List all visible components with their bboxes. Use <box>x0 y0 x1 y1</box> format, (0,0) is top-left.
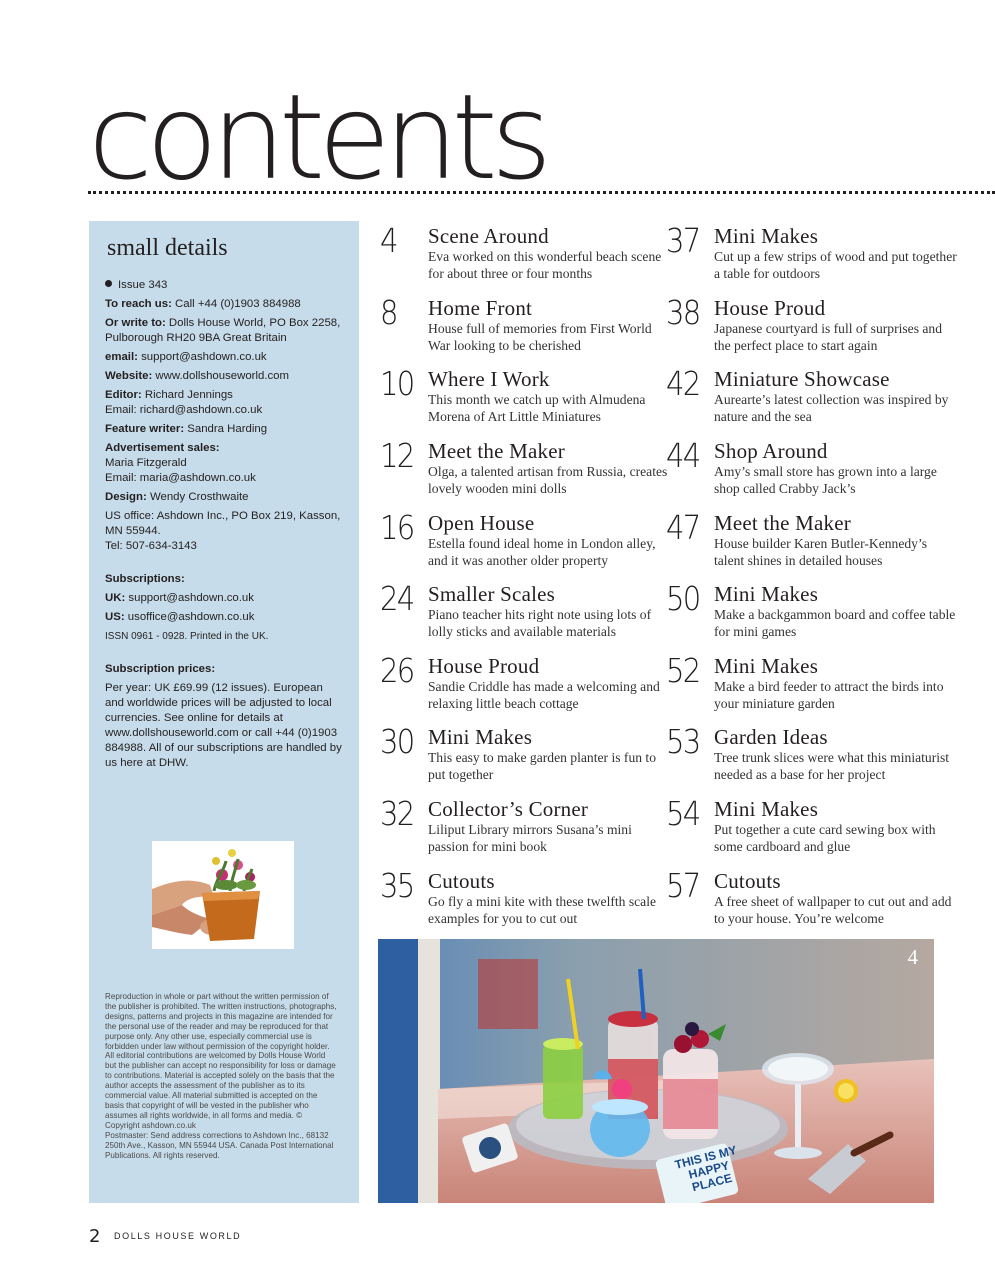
toc-page-number: 8 <box>380 293 397 332</box>
bullet-icon <box>105 280 112 287</box>
editor-value: Richard Jennings <box>141 389 233 401</box>
toc-description: Estella found ideal home in London alley, and it was another older property <box>428 536 656 568</box>
toc-page-number: 54 <box>666 794 700 833</box>
toc-title: Cutouts <box>714 869 781 893</box>
legal-notice <box>105 992 337 1160</box>
issue-line <box>105 278 343 293</box>
adsales-email: Email: maria@ashdown.co.uk <box>105 472 256 484</box>
toc-description: Put together a cute card sewing box with some cardboard and glue <box>714 822 936 854</box>
toc-description: Go fly a mini kite with these twelfth scale examples for you to cut out <box>428 894 657 926</box>
subscriptions-heading <box>105 572 343 587</box>
toc-description: A free sheet of wallpaper to cut out and add to your house. You’re welcome <box>714 894 952 926</box>
contact-email <box>105 350 343 365</box>
toc-title: Meet the Maker <box>428 439 565 463</box>
toc-title: Home Front <box>428 296 533 320</box>
page-number: 2 <box>89 1226 101 1247</box>
toc-title: Cutouts <box>428 869 495 893</box>
toc-title: Garden Ideas <box>714 725 828 749</box>
us-office <box>105 509 343 554</box>
toc-description: Sandie Criddle has made a welcoming and relaxing little beach cottage <box>428 679 660 711</box>
toc-page-number: 50 <box>666 579 700 618</box>
toc-page-number: 24 <box>380 579 414 618</box>
dotted-divider <box>88 191 995 194</box>
toc-page-number: 16 <box>380 508 414 547</box>
toc-page-number: 47 <box>666 508 700 547</box>
email-label: email: <box>105 351 138 363</box>
toc-page-number: 42 <box>666 364 700 403</box>
toc-title: Mini Makes <box>714 797 819 821</box>
sign-text: THIS IS MY HAPPY PLACE <box>673 1142 739 1195</box>
toc-description: House builder Karen Butler-Kennedy’s talent shines in detailed houses <box>714 536 928 568</box>
subscriptions-us <box>105 610 343 625</box>
subs-uk-label: UK: <box>105 592 126 604</box>
issue-number: Issue 343 <box>118 279 168 291</box>
feature-writer-credit <box>105 422 343 437</box>
feature-photo[interactable] <box>378 939 934 1203</box>
toc-page-number: 38 <box>666 293 700 332</box>
toc-title: Scene Around <box>428 224 549 248</box>
advertising-credit <box>105 441 343 486</box>
toc-title: Smaller Scales <box>428 582 556 606</box>
toc-description: Amy’s small store has grown into a large shop called Crabby Jack’s <box>714 464 937 496</box>
copyright-text: Reproduction in whole or part without the written permission of the publisher is prohibited. The written instructions, photographs, designs, patterns and projects in this magazine are intended for the personal use of the reader and may be reproduced for that purpose only. Any other use, especially commercial use is forbidden under law without permission of the copyright holder. All editorial contributions are welcomed by Dolls House World but the publisher can accept no responsibility for loss or damage to contributions. Material is accepted solely on the basis that the author accepts the assessment of the publisher as to its commercial value. All material submitted is accepted on the basis that copyright of will be vested in the publisher who assumes all rights worldwide, in all forms and media. © Copyright ashdown.co.uk <box>105 992 337 1130</box>
toc-description: Cut up a few strips of wood and put together a table for outdoors <box>714 249 957 281</box>
toc-page-number: 35 <box>380 866 414 905</box>
toc-title: Mini Makes <box>714 582 819 606</box>
toc-page-number: 4 <box>380 221 397 260</box>
website-value: www.dollshouseworld.com <box>152 370 290 382</box>
toc-description: Liliput Library mirrors Susana’s mini passion for mini book <box>428 822 632 854</box>
subscriptions-heading-text: Subscriptions: <box>105 573 185 585</box>
toc-title: Meet the Maker <box>714 511 851 535</box>
toc-title: Collector’s Corner <box>428 797 589 821</box>
contact-phone <box>105 297 343 312</box>
toc-description: Make a backgammon board and coffee table for mini games <box>714 607 956 639</box>
subs-us-label: US: <box>105 611 125 623</box>
toc-title: Miniature Showcase <box>714 367 890 391</box>
toc-page-number: 26 <box>380 651 414 690</box>
toc-description: Olga, a talented artisan from Russia, creates lovely wooden mini dolls <box>428 464 668 496</box>
toc-description: This easy to make garden planter is fun to put together <box>428 750 657 782</box>
toc-title: Shop Around <box>714 439 828 463</box>
subs-us-value: usoffice@ashdown.co.uk <box>124 611 255 623</box>
toc-description: Eva worked on this wonderful beach scene for about three or four months <box>428 249 662 281</box>
toc-description: Make a bird feeder to attract the birds into your miniature garden <box>714 679 944 711</box>
prices-heading <box>105 662 343 677</box>
issn-line: ISSN 0961 - 0928. Printed in the UK. <box>105 631 269 642</box>
masthead-details <box>105 278 343 771</box>
adsales-name: Maria Fitzgerald <box>105 457 187 469</box>
toc-description: This month we catch up with Almudena Morena of Art Little Miniatures <box>428 392 646 424</box>
publication-name: DOLLS HOUSE WORLD <box>114 1231 242 1241</box>
small-details-title: small details <box>107 235 228 261</box>
editor-email: Email: richard@ashdown.co.uk <box>105 404 263 416</box>
toc-description: Tree trunk slices were what this miniaturist needed as a base for her project <box>714 750 950 782</box>
design-value: Wendy Crosthwaite <box>146 491 249 503</box>
feature-writer-value: Sandra Harding <box>184 423 268 435</box>
reach-value: Call +44 (0)1903 884988 <box>171 298 301 310</box>
toc-title: Mini Makes <box>714 654 819 678</box>
toc-title: Mini Makes <box>428 725 533 749</box>
reach-label: To reach us: <box>105 298 172 310</box>
toc-title: Mini Makes <box>714 224 819 248</box>
toc-page-number: 30 <box>380 722 414 761</box>
us-office-address: US office: Ashdown Inc., PO Box 219, Kasson, MN 55944. <box>105 510 341 537</box>
toc-description: Aurearte’s latest collection was inspired by nature and the sea <box>714 392 949 424</box>
planter-photo <box>152 841 294 949</box>
email-value: support@ashdown.co.uk <box>137 351 267 363</box>
toc-title: Open House <box>428 511 535 535</box>
toc-page-number: 37 <box>666 221 700 260</box>
toc-title: Where I Work <box>428 367 550 391</box>
toc-description: Piano teacher hits right note using lots of lolly sticks and available materials <box>428 607 652 639</box>
postal-address <box>105 316 343 346</box>
drinks-tray-illustration <box>378 939 934 1203</box>
postmaster-text: Postmaster: Send address corrections to Ashdown Inc., 68132 250th Ave., Kasson, MN 55944 USA. Canada Post International Publications. All rights reserved. <box>105 1130 334 1160</box>
write-value: Dolls House World, PO Box 2258, Pulborough RH20 9BA Great Britain <box>105 317 341 344</box>
design-credit <box>105 490 343 505</box>
contact-website <box>105 369 343 384</box>
subs-uk-value: support@ashdown.co.uk <box>125 592 254 604</box>
toc-page-number: 10 <box>380 364 414 403</box>
design-label: Design: <box>105 491 147 503</box>
toc-description: Japanese courtyard is full of surprises and the perfect place to start again <box>714 321 943 353</box>
subscriptions-uk <box>105 591 343 606</box>
toc-title: House Proud <box>428 654 540 678</box>
small-details-panel <box>89 221 359 1203</box>
prices-heading-text: Subscription prices: <box>105 663 216 675</box>
editor-label: Editor: <box>105 389 142 401</box>
toc-page-number: 53 <box>666 722 700 761</box>
photo-page-reference: 4 <box>907 945 918 969</box>
page-title: contents <box>88 68 546 206</box>
adsales-label: Advertisement sales: <box>105 442 220 454</box>
toc-page-number: 32 <box>380 794 414 833</box>
toc-page-number: 57 <box>666 866 700 905</box>
feature-writer-label: Feature writer: <box>105 423 185 435</box>
toc-page-number: 12 <box>380 436 414 475</box>
toc-page-number: 52 <box>666 651 700 690</box>
toc-description: House full of memories from First World War looking to be cherished <box>428 321 652 353</box>
toc-page-number: 44 <box>666 436 700 475</box>
us-office-tel: Tel: 507-634-3143 <box>105 540 197 552</box>
editor-credit <box>105 388 343 418</box>
prices-text: Per year: UK £69.99 (12 issues). European and worldwide prices will be adjusted to local currencies. See online for details at www.dollshouseworld.com or call +44 (0)1903 884988. All of our subscriptions are handled by us here at DHW. <box>105 682 342 769</box>
write-label: Or write to: <box>105 317 166 329</box>
website-label: Website: <box>105 370 153 382</box>
toc-title: House Proud <box>714 296 826 320</box>
